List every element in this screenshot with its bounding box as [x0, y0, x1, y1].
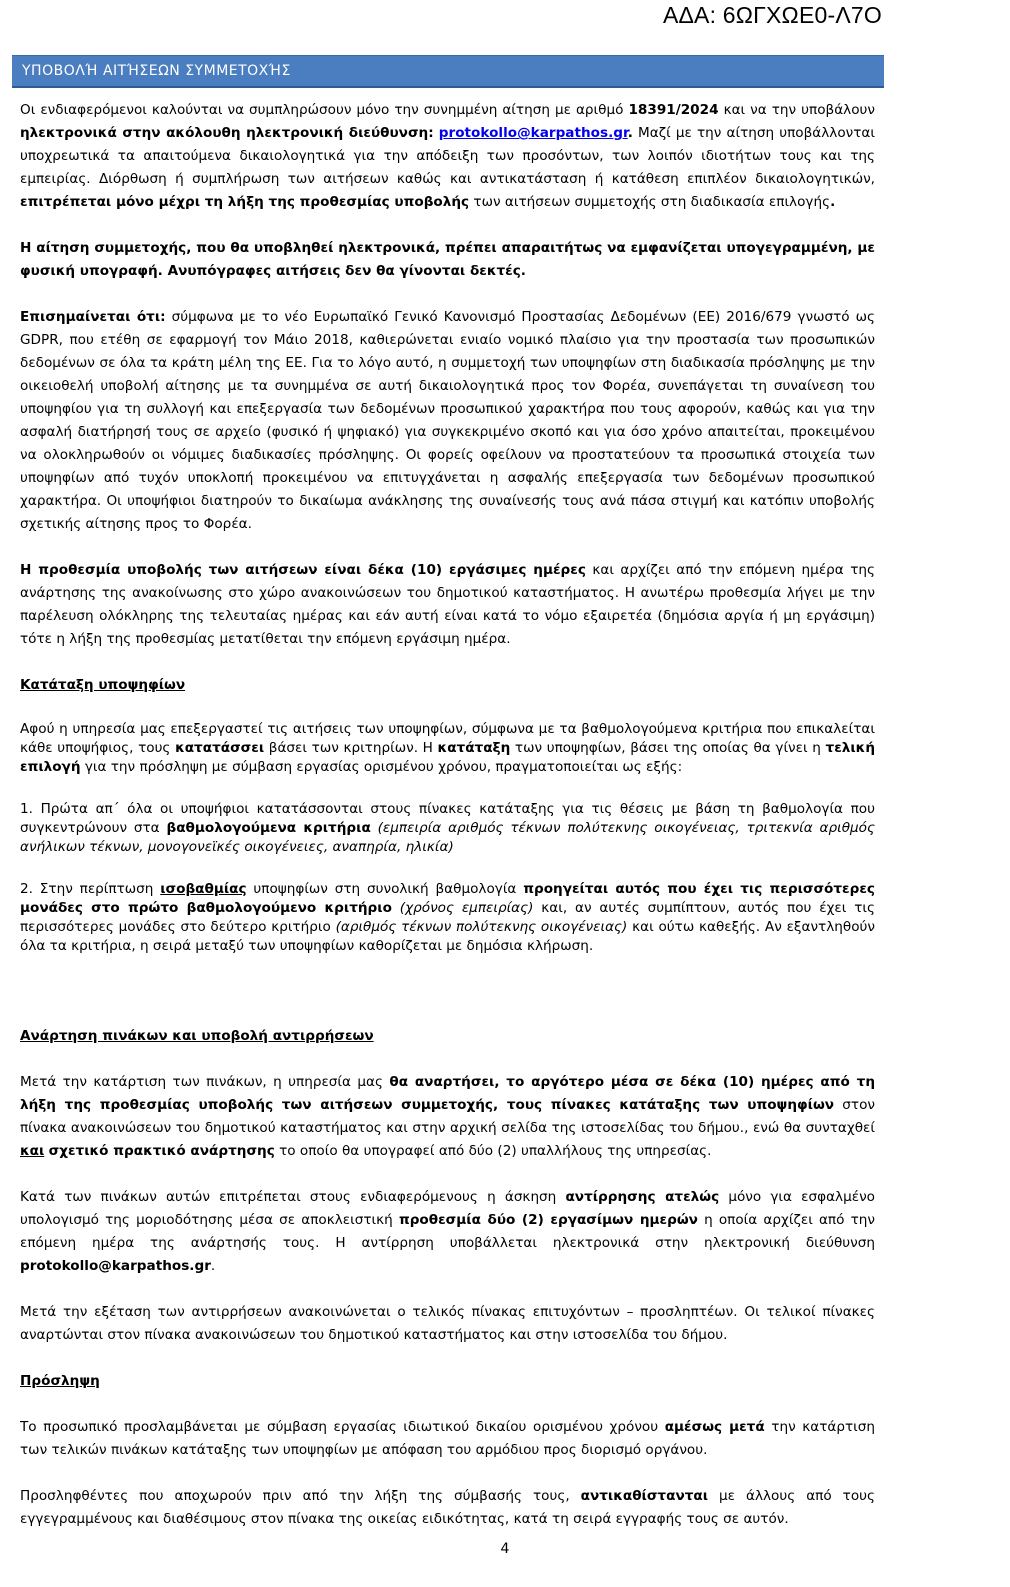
ada-code: ΑΔΑ: 6ΩΓΧΩΕ0-Λ7Ο [662, 2, 882, 28]
banner-title: ΥΠΟΒΟΛΉ ΑΙΤΉΣΕΩΝ ΣΥΜΜΕΤΟΧΉΣ [22, 63, 291, 79]
paragraph-signature-required: Η αίτηση συμμετοχής, που θα υποβληθεί ηλεκτρονικά, πρέπει απαραιτήτως να εμφανίζεται υπογεγραμμένη, με φυσική υπογραφή. Ανυπόγραφες αιτήσεις δεν θα γίνονται δεκτές. [20, 240, 875, 279]
paragraph-ranking-intro: Αφού η υπηρεσία μας επεξεργαστεί τις αιτήσεις των υποψηφίων, σύμφωνα με τα βαθμολογούμενα κριτήρια που επικαλείται κάθε υποψήφιος, τους κατατάσσει βάσει των κριτηρίων. Η κατάταξη των υποψηφίων, βάσει της οποίας θα γίνει η τελική επιλογή για την πρόσληψη με σύμβαση εργασίας ορισμένου χρόνου, πραγματοποιείται ως εξής: [20, 721, 875, 775]
paragraph-ranking-rule-1: 1. Πρώτα απ΄ όλα οι υποψήφιοι κατατάσσονται στους πίνακες κατάταξης για τις θέσεις με βάση τη βαθμολογία που συγκεντρώνουν στα βαθμολογούμενα κριτήρια (εμπειρία αριθμός τέκνων πολύτεκνης οικογένειας, τριτεκνία αριθμός ανήλικων τέκνων, μονογονεϊκές οικογένειες, αναπηρία, ηλικία) [20, 801, 875, 855]
section-banner [12, 55, 884, 88]
paragraph-ranking-rule-2: 2. Στην περίπτωση ισοβαθμίας υποψηφίων στη συνολική βαθμολογία προηγείται αυτός που έχει τις περισσότερες μονάδες στο πρώτο βαθμολογούμενο κριτήριο (χρόνος εμπειρίας) και, αν αυτές συμπίπτουν, αυτός που έχει τις περισσότερες μονάδες στο δεύτερο κριτήριο (αριθμός τέκνων πολύτεκνης οικογένειας) και ούτω καθεξής. Αν εξαντληθούν όλα τα κριτήρια, η σειρά μεταξύ των υποψηφίων καθορίζεται με δημόσια κλήρωση. [20, 881, 875, 954]
paragraph-objections: Κατά των πινάκων αυτών επιτρέπεται στους ενδιαφερόμενους η άσκηση αντίρρησης ατελώς μόνο για εσφαλμένο υπολογισμό της μοριοδότησης μέσα σε αποκλειστική προθεσμία δύο (2) εργασίμων ημερών η οποία αρχίζει από την επόμενη ημέρα της ανάρτησής τους. Η αντίρρηση υποβάλλεται ηλεκτρονικά στην ηλεκτρονική διεύθυνση protokollo@karpathos.gr. [20, 1189, 876, 1274]
paragraph-table-posting: Μετά την κατάρτιση των πινάκων, η υπηρεσία μας θα αναρτήσει, το αργότερο μέσα σε δέκα (10) ημέρες από τη λήξη της προθεσμίας υποβολής των αιτήσεων συμμετοχής, τους πίνακες κατάταξης των υποψηφίων στον πίνακα ανακοινώσεων του δημοτικού καταστήματος και στην αρχική σελίδα της ιστοσελίδας του δήμου., ενώ θα συνταχθεί και σχετικό πρακτικό ανάρτησης το οποίο θα υπογραφεί από δύο (2) υπαλλήλους της υπηρεσίας. [20, 1074, 876, 1159]
paragraph-replacement: Προσληφθέντες που αποχωρούν πριν από την λήξη της σύμβασής τους, αντικαθίστανται με άλλους από τους εγγεγραμμένους και διαθέσιμους στον πίνακα της οικείας ειδικότητας, κατά τη σειρά εγγραφής τους σε αυτόν. [20, 1488, 875, 1527]
document-body [20, 99, 875, 1531]
paragraph-final-tables: Μετά την εξέταση των αντιρρήσεων ανακοινώνεται ο τελικός πίνακας επιτυχόντων – προσληπτέων. Οι τελικοί πίνακες αναρτώνται στον πίνακα ανακοινώσεων του δημοτικού καταστήματος και στην ιστοσελίδα του δήμου. [20, 1304, 875, 1343]
page-number: 4 [500, 1541, 510, 1557]
paragraph-application-submission: Οι ενδιαφερόμενοι καλούνται να συμπληρώσουν μόνο την συνημμένη αίτηση με αριθμό 18391/2024 και να την υποβάλουν ηλεκτρονικά στην ακόλουθη ηλεκτρονική διεύθυνση: protokollo@karpathos.gr. Μαζί με την αίτηση υποβάλλονται υποχρεωτικά τα απαιτούμενα δικαιολογητικά για την απόδειξη των προσόντων, των λοιπόν ιδιοτήτων τους και της εμπειρίας. Διόρθωση ή συμπλήρωση των αιτήσεων καθώς και αντικατάσταση ή κατάθεση επιπλέον δικαιολογητικών, επιτρέπεται μόνο μέχρι τη λήξη της προθεσμίας υποβολής των αιτήσεων συμμετοχής στη διαδικασία επιλογής. [20, 102, 875, 210]
paragraph-deadline: Η προθεσμία υποβολής των αιτήσεων είναι δέκα (10) εργάσιμες ημέρες και αρχίζει από την επόμενη ημέρα της ανάρτησης της ανακοίνωσης στο χώρο ανακοινώσεων του δημοτικού καταστήματος. Η ανωτέρω προθεσμία λήγει με την παρέλευση ολόκληρης της τελευταίας ημέρας και εάν αυτή είναι κατά το νόμο εξαιρετέα (δημόσια αργία ή μη εργάσιμη) τότε η λήξη της προθεσμίας μετατίθεται την επόμενη εργάσιμη ημέρα. [20, 562, 875, 647]
email-link[interactable]: protokollo@karpathos.gr [438, 125, 628, 141]
paragraph-gdpr: Επισημαίνεται ότι: σύμφωνα με το νέο Ευρωπαϊκό Γενικό Κανονισμό Προστασίας Δεδομένων (ΕΕ) 2016/679 γνωστό ως GDPR, που ετέθη σε εφαρμογή τον Μάιο 2018, καθιερώνεται ενιαίο νομικό πλαίσιο για την προστασία των προσωπικών δεδομένων σε όλα τα κράτη μέλη της ΕΕ. Για το λόγο αυτό, η συμμετοχή των υποψηφίων στη διαδικασία πρόσληψης με την οικειοθελή υποβολή αίτησης με τα συνημμένα σε αυτή δικαιολογητικά προς τον Φορέα, συνεπάγεται τη συναίνεση του υποψηφίου για τη συλλογή και επεξεργασία των δεδομένων προσωπικού χαρακτήρα που τους αφορούν, καθώς και για την ασφαλή διατήρησή τους σε αρχείο (φυσικό ή ψηφιακό) για συγκεκριμένο σκοπό και για όσο χρόνο απαιτείται, προκειμένου να ολοκληρωθούν οι νόμιμες διαδικασίες πρόσληψης. Οι φορείς οφείλουν να προστατεύουν τα προσωπικά στοιχεία των υποψηφίων από τυχόν υποκλοπή προκειμένου να επιτυγχάνεται η ασφαλής επεξεργασία των δεδομένων προσωπικού χαρακτήρα. Οι υποψήφιοι διατηρούν το δικαίωμα ανάκλησης της συναίνεσής τους ανά πάσα στιγμή και κατόπιν υποβολής σχετικής αίτησης προς το Φορέα. [20, 309, 875, 532]
heading-hiring: Πρόσληψη [20, 1373, 100, 1389]
heading-candidate-ranking: Κατάταξη υποψηφίων [20, 677, 186, 693]
paragraph-hiring: Το προσωπικό προσλαμβάνεται με σύμβαση εργασίας ιδιωτικού δικαίου ορισμένου χρόνου αμέσως μετά την κατάρτιση των τελικών πινάκων κατάταξης των υποψηφίων με απόφαση του αρμόδιου προς διορισμό οργάνου. [20, 1419, 876, 1458]
heading-table-posting: Ανάρτηση πινάκων και υποβολή αντιρρήσεων [20, 1028, 374, 1044]
